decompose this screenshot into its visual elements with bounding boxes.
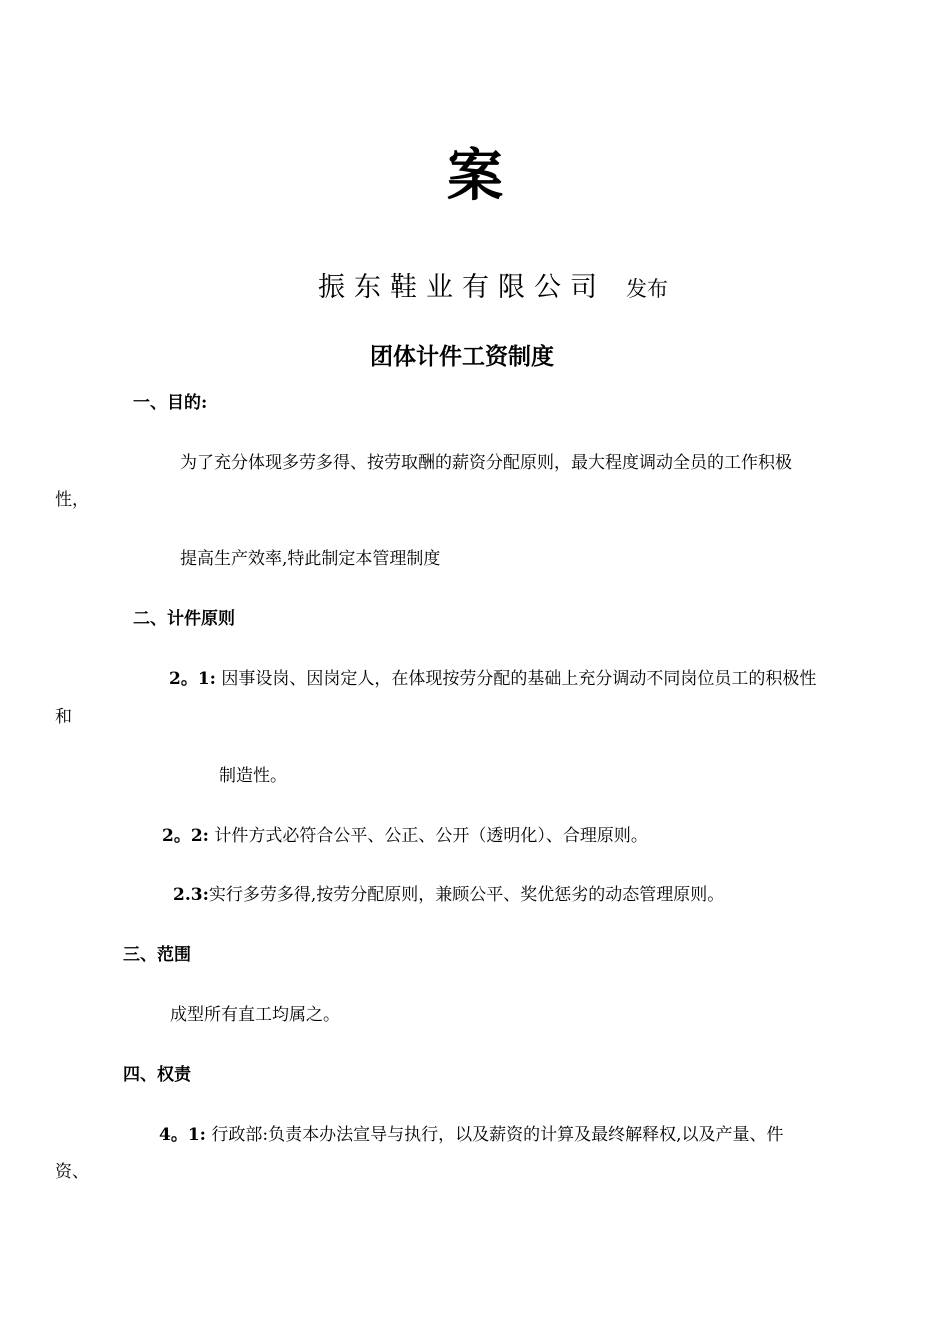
duty-item-1-text: 行政部:负责本办法宣导与执行，以及薪资的计算及最终解释权,以及产量、件: [211, 1125, 784, 1145]
principle-item-2: [162, 828, 648, 845]
principle-item-2-number: 2。2:: [162, 826, 209, 846]
duty-item-1: [159, 1127, 783, 1144]
principle-item-1-number: 2。1:: [169, 669, 216, 689]
purpose-line-2: 提高生产效率,特此制定本管理制度: [180, 549, 441, 569]
section-heading-scope: 三、范围: [123, 945, 191, 965]
duty-item-1-number: 4。1:: [159, 1125, 206, 1145]
section-heading-principles: 二、计件原则: [133, 609, 235, 629]
duty-item-1-wrap: 资、: [55, 1162, 89, 1182]
company-name: 振东鞋业有限公司: [318, 272, 606, 303]
principle-item-1: [169, 671, 816, 688]
principle-item-2-text: 计件方式必符合公平、公正、公开（透明化）、合理原则。: [214, 826, 648, 846]
document-title: 团体计件工资制度: [370, 343, 554, 370]
scope-text: 成型所有直工均属之。: [170, 1005, 340, 1025]
section-heading-purpose: 一、目的:: [133, 393, 208, 413]
principle-item-3-number: 2.3:: [173, 885, 209, 905]
principle-item-3-text: 实行多劳多得,按劳分配原则，兼顾公平、奖优惩劣的动态管理原则。: [208, 885, 725, 905]
principle-item-1-wrap: 和: [55, 707, 72, 727]
principle-item-3: [173, 887, 724, 904]
purpose-line-1: 为了充分体现多劳多得、按劳取酬的薪资分配原则，最大程度调动全员的工作积极: [180, 453, 792, 473]
principle-item-1-text: 因事设岗、因岗定人，在体现按劳分配的基础上充分调动不同岗位员工的积极性: [221, 669, 817, 689]
section-heading-duties: 四、权责: [123, 1065, 191, 1085]
purpose-line-1-wrap: 性，: [55, 490, 89, 510]
publish-label: 发布: [626, 277, 668, 301]
principle-item-1-cont: 制造性。: [219, 766, 287, 786]
cover-title-char: 案: [447, 143, 503, 209]
